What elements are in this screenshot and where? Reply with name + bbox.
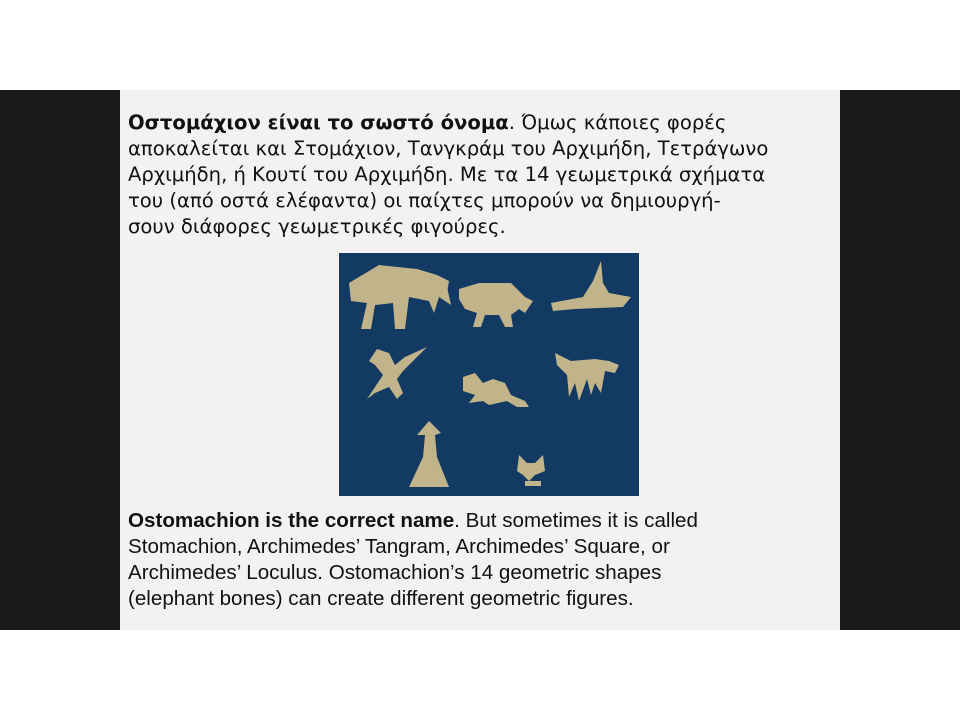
greek-bold-lead: Οστομάχιον είναι το σωστό όνομα [128,111,509,134]
dog-figure [555,353,619,401]
greek-paragraph [128,110,834,240]
greek-line-4: του (από οστά ελέφαντα) οι παίχτες μπορούν να δημιουργή- [128,189,721,212]
helmet-figure [517,455,545,486]
ostomachion-figures-svg [339,253,639,496]
greek-line-3: Αρχιμήδη, ή Κουτί του Αρχιμήδη. Με τα 14 γεωμετρικά σχήματα [128,163,766,186]
slide [120,90,840,630]
ship-figure [551,261,631,311]
greek-line-1: . Όμως κάποιες φορές [508,111,727,134]
tower-figure [409,421,449,487]
ostomachion-figures-image [339,253,639,496]
tortoise-figure [459,283,533,327]
english-line-3: Archimedes’ Loculus. Ostomachion’s 14 geometric shapes [128,561,662,584]
english-bold-lead: Ostomachion is the correct name [128,509,455,532]
english-line-4: (elephant bones) can create different geometric figures. [128,587,634,610]
elephant-figure [349,265,451,329]
english-line-1: . But sometimes it is called [454,509,698,532]
greek-line-2: αποκαλείται και Στομάχιον, Τανγκράμ του Αρχιμήδη, Τετράγωνο [128,137,769,160]
greek-line-5: σουν διάφορες γεωμετρικές φιγούρες. [128,215,506,238]
english-paragraph [128,508,834,612]
english-line-2: Stomachion, Archimedes’ Tangram, Archimedes’ Square, or [128,535,670,558]
crawling-man-figure [463,373,529,407]
warrior-figure [367,347,427,399]
